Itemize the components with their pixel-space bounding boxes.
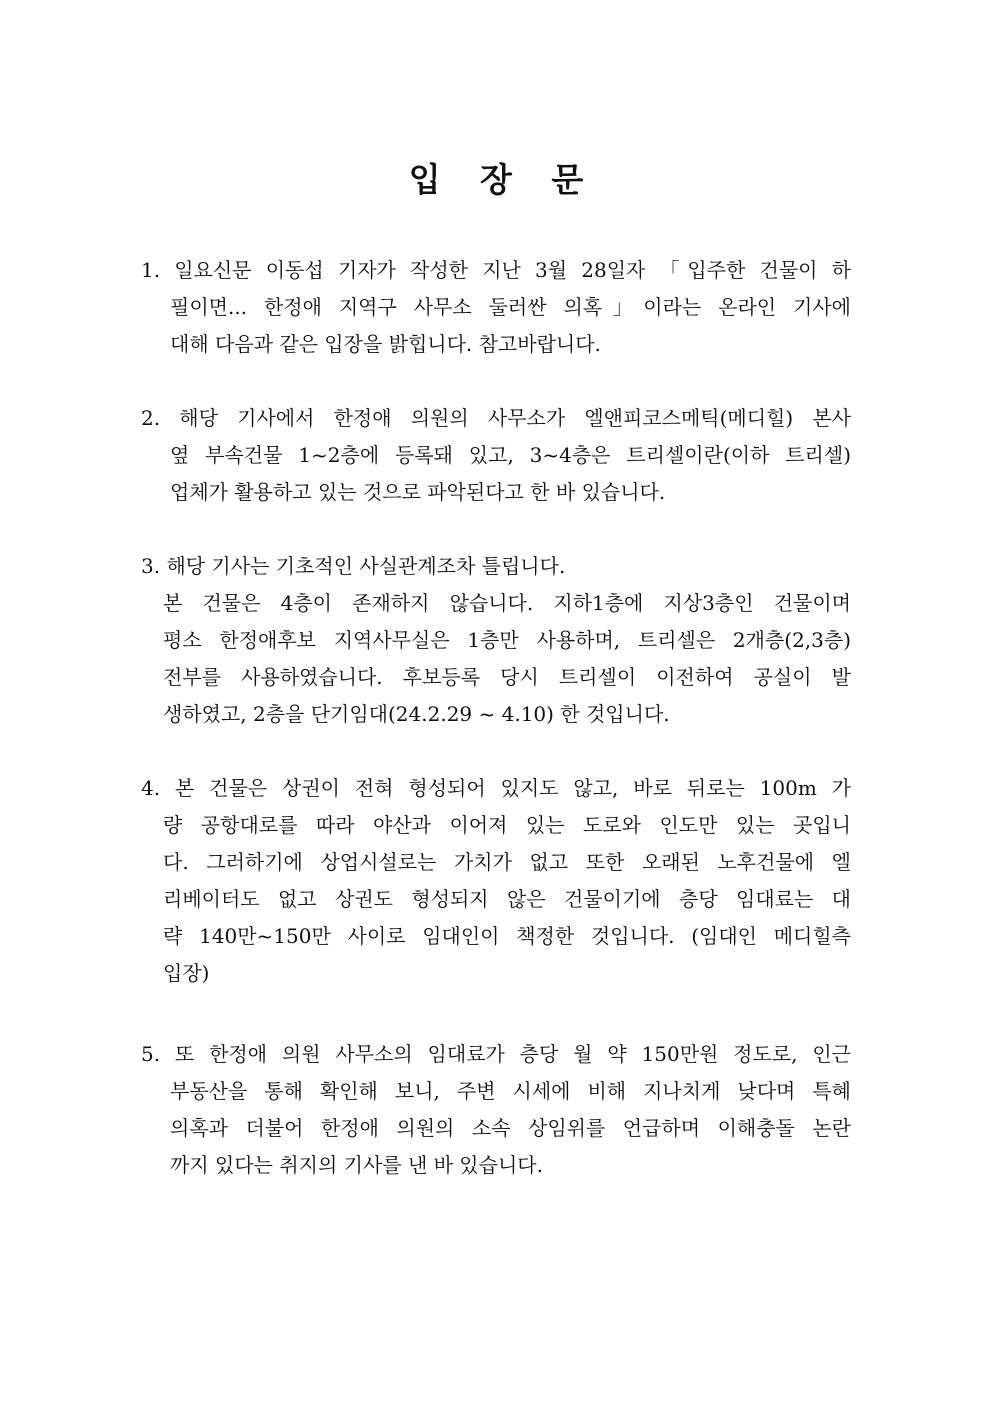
paragraph-line: 평소 한정애후보 지역사무실은 1층만 사용하며, 트리셀은 2개층(2,3층) <box>163 628 851 652</box>
statement-item-3 <box>141 548 851 733</box>
paragraph-line: 1. 일요신문 이동섭 기자가 작성한 지난 3월 28일자 「입주한 건물이 하 <box>141 258 851 282</box>
statement-item-4 <box>141 770 851 992</box>
paragraph-line: 필이면... 한정애 지역구 사무소 둘러싼 의혹」이라는 온라인 기사에 <box>170 295 851 319</box>
paragraph-line: 리베이터도 없고 상권도 형성되지 않은 건물이기에 층당 임대료는 대 <box>163 887 851 911</box>
paragraph-line: 본 건물은 4층이 존재하지 않습니다. 지하1층에 지상3층인 건물이며 <box>163 591 851 615</box>
paragraph-line: 생하였고, 2층을 단기임대(24.2.29 ~ 4.10) 한 것입니다. <box>163 702 670 726</box>
paragraph-line: 전부를 사용하였습니다. 후보등록 당시 트리셀이 이전하여 공실이 발 <box>163 665 851 689</box>
paragraph-line: 부동산을 통해 확인해 보니, 주변 시세에 비해 지나치게 낮다며 특혜 <box>170 1079 851 1103</box>
paragraph-line: 대해 다음과 같은 입장을 밝힙니다. 참고바랍니다. <box>170 332 601 356</box>
statement-item-1 <box>141 252 851 363</box>
paragraph-line: 3. 해당 기사는 기초적인 사실관계조차 틀립니다. <box>141 554 566 578</box>
paragraph-line: 다. 그러하기에 상업시설로는 가치가 없고 또한 오래된 노후건물에 엘 <box>163 850 851 874</box>
paragraph-line: 략 140만~150만 사이로 임대인이 책정한 것입니다. (임대인 메디힐측 <box>163 924 851 948</box>
document-title: 입 장 문 <box>408 160 598 199</box>
paragraph-line: 입장) <box>163 961 210 985</box>
paragraph-line: 4. 본 건물은 상권이 전혀 형성되어 있지도 않고, 바로 뒤로는 100m 가 <box>141 776 851 800</box>
statement-item-5 <box>141 1036 851 1184</box>
paragraph-line: 까지 있다는 취지의 기사를 낸 바 있습니다. <box>170 1153 543 1177</box>
paragraph-line: 2. 해당 기사에서 한정애 의원의 사무소가 엘앤피코스메틱(메디힐) 본사 <box>141 406 851 430</box>
statement-item-2 <box>141 400 851 511</box>
paragraph-line: 5. 또 한정애 의원 사무소의 임대료가 층당 월 약 150만원 정도로, 인근 <box>141 1042 851 1066</box>
paragraph-line: 업체가 활용하고 있는 것으로 파악된다고 한 바 있습니다. <box>170 480 666 504</box>
paragraph-line: 옆 부속건물 1~2층에 등록돼 있고, 3~4층은 트리셀이란(이하 트리셀) <box>170 443 851 467</box>
paragraph-line: 량 공항대로를 따라 야산과 이어져 있는 도로와 인도만 있는 곳입니 <box>163 813 851 837</box>
paragraph-line: 의혹과 더불어 한정애 의원의 소속 상임위를 언급하며 이해충돌 논란 <box>170 1116 851 1140</box>
